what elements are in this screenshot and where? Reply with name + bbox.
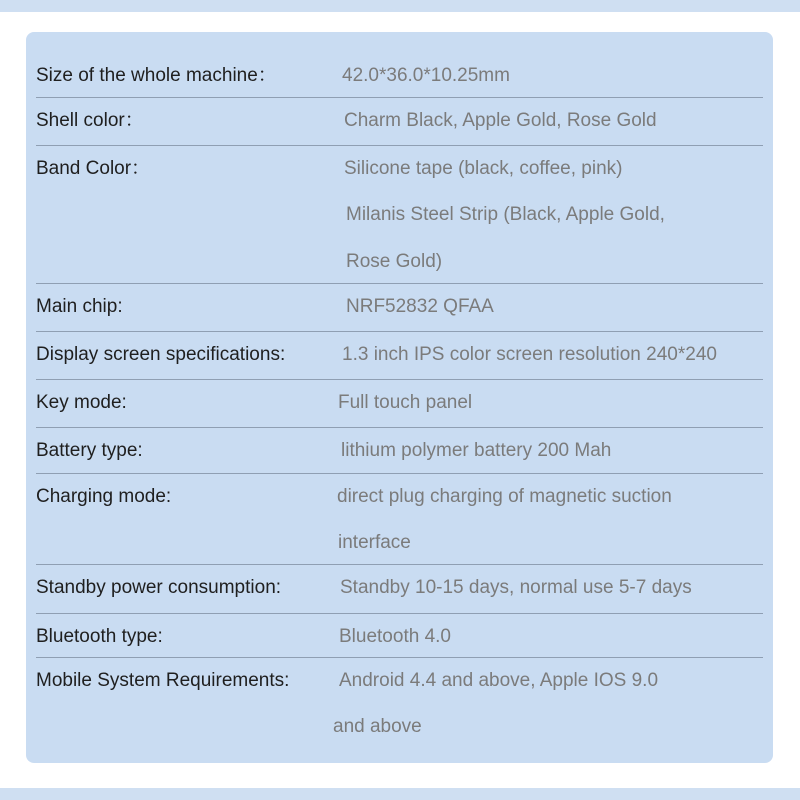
spec-label-charging: Charging mode: — [36, 486, 172, 507]
spec-label-band-color: Band Color： — [36, 158, 151, 179]
spec-value-key-mode: Full touch panel — [338, 392, 473, 413]
spec-value-shell-color: Charm Black, Apple Gold, Rose Gold — [344, 110, 657, 131]
spec-value-bluetooth: Bluetooth 4.0 — [339, 626, 451, 647]
spec-row-charging — [36, 474, 763, 565]
spec-label-size: Size of the whole machine： — [36, 65, 277, 86]
spec-row-display — [36, 332, 763, 380]
spec-value-standby: Standby 10-15 days, normal use 5-7 days — [340, 577, 692, 598]
spec-value-band-color-1: Silicone tape (black, coffee, pink) — [344, 158, 623, 179]
spec-label-key-mode: Key mode: — [36, 392, 127, 413]
spec-row-system-req — [36, 658, 763, 754]
spec-label-bluetooth: Bluetooth type: — [36, 626, 163, 647]
spec-value-charging-1: direct plug charging of magnetic suction — [337, 486, 672, 507]
spec-row-key-mode — [36, 380, 763, 428]
spec-value-system-req-1: Android 4.4 and above, Apple IOS 9.0 — [339, 670, 659, 691]
spec-value-size: 42.0*36.0*10.25mm — [342, 65, 510, 86]
bottom-band — [0, 788, 800, 800]
spec-label-battery: Battery type: — [36, 440, 143, 461]
spec-label-display: Display screen specifications: — [36, 344, 286, 365]
spec-panel — [26, 32, 773, 763]
spec-value-display: 1.3 inch IPS color screen resolution 240*240 — [342, 344, 717, 365]
spec-label-main-chip: Main chip: — [36, 296, 123, 317]
top-band — [0, 0, 800, 12]
spec-row-battery — [36, 428, 763, 474]
spec-row-shell-color — [36, 98, 763, 146]
spec-value-band-color-3: Rose Gold) — [346, 251, 443, 272]
spec-value-battery: lithium polymer battery 200 Mah — [341, 440, 612, 461]
spec-row-bluetooth — [36, 614, 763, 658]
spec-value-band-color-2: Milanis Steel Strip (Black, Apple Gold, — [346, 204, 665, 225]
spec-label-shell-color: Shell color： — [36, 110, 144, 131]
spec-value-charging-2: interface — [338, 532, 411, 553]
spec-label-system-req: Mobile System Requirements: — [36, 670, 290, 691]
spec-row-standby — [36, 565, 763, 614]
spec-value-system-req-2: and above — [333, 716, 422, 737]
spec-row-main-chip — [36, 284, 763, 332]
spec-label-standby: Standby power consumption: — [36, 577, 282, 598]
spec-row-band-color — [36, 146, 763, 284]
spec-value-main-chip: NRF52832 QFAA — [346, 296, 494, 317]
spec-row-size — [36, 53, 763, 98]
